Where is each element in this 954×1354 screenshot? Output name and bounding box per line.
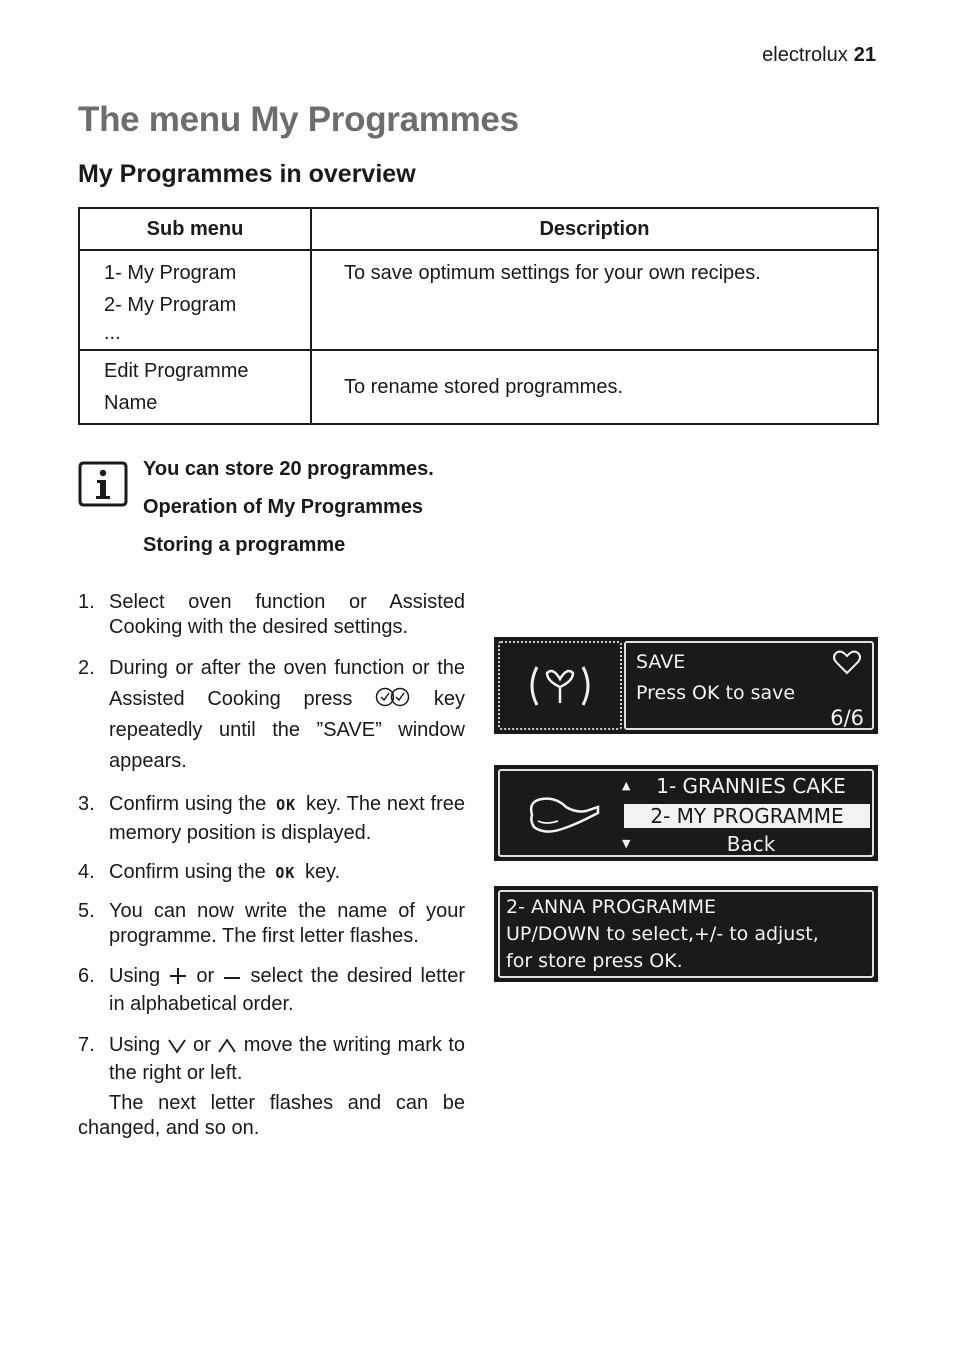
scroll-down-arrow: ▼ <box>622 837 631 850</box>
display-counter: 6/6 <box>830 706 864 730</box>
display-message: Press OK to save <box>636 682 796 704</box>
list-item: 1. Select oven function or Assisted Cooking with the desired settings. <box>78 591 465 638</box>
table-row <box>79 350 878 424</box>
submenu-item: 2- My Program <box>104 294 237 316</box>
info-icon <box>78 461 128 507</box>
page-number: 21 <box>853 44 876 66</box>
list-item: 5. You can now write the name of your programme. The first letter flashes. <box>78 900 465 947</box>
display-line: UP/DOWN to select,+/- to adjust, <box>506 923 819 945</box>
heart-icon <box>832 650 862 676</box>
submenu-cell: Edit Programme Name <box>79 350 311 424</box>
brand-name: electrolux <box>762 44 848 66</box>
list-item: 7. Using or move the writing mark to the right or left. <box>78 1034 466 1084</box>
scroll-up-arrow: ▲ <box>622 779 631 792</box>
save-display <box>495 638 877 733</box>
favourite-key-icon <box>375 687 411 707</box>
fan-heating-icon <box>525 661 595 711</box>
ok-key-icon: OK <box>275 864 296 882</box>
list-item: 3. Confirm using the OK key. The next free memory position is displayed. <box>78 793 466 844</box>
submenu-cell <box>79 250 311 350</box>
column-header-submenu: Sub menu <box>79 208 311 250</box>
table-row <box>79 250 878 350</box>
minus-key-icon <box>222 966 242 986</box>
column-header-description: Description <box>311 208 878 250</box>
description-cell: To save optimum settings for your own recipes. <box>311 250 878 350</box>
list-item: 6. Using or select the desired letter in alphabetical order. <box>78 965 466 1015</box>
steps-list <box>78 590 465 1100</box>
note-line: Storing a programme <box>143 534 346 556</box>
meat-icon <box>524 791 604 837</box>
section-title: My Programmes in overview <box>78 160 416 188</box>
page-title: The menu My Programmes <box>78 100 519 139</box>
closing-paragraph: The next letter flashes and can be changed, and so on. <box>78 1092 465 1139</box>
submenu-item: 1- My Program <box>104 262 237 284</box>
up-key-icon <box>217 1037 237 1055</box>
list-item: 1- GRANNIES CAKE <box>656 774 846 798</box>
note-line: You can store 20 programmes. <box>143 458 434 480</box>
list-item: Back <box>726 832 776 856</box>
display-title: SAVE <box>636 651 686 673</box>
name-entry-display <box>495 887 877 981</box>
list-item: 4. Confirm using the OK key. <box>78 860 465 886</box>
plus-key-icon <box>168 966 188 986</box>
overview-table <box>78 207 879 425</box>
page-header <box>762 44 876 67</box>
list-item: 2. During or after the oven function or the Assisted Cooking press key repeatedly until the ”SAVE” window appears. <box>78 657 465 772</box>
ok-key-icon: OK <box>276 796 297 814</box>
note-line: Operation of My Programmes <box>143 496 424 518</box>
submenu-item: ... <box>104 322 121 344</box>
display-line: for store press OK. <box>506 950 683 972</box>
description-cell: To rename stored programmes. <box>311 350 878 424</box>
display-line: 2- ANNA PROGRAMME <box>506 896 717 918</box>
list-item-selected: 2- MY PROGRAMME <box>624 804 870 828</box>
table-header-row <box>79 208 878 250</box>
down-key-icon <box>167 1037 187 1055</box>
programme-list-display <box>495 766 877 860</box>
